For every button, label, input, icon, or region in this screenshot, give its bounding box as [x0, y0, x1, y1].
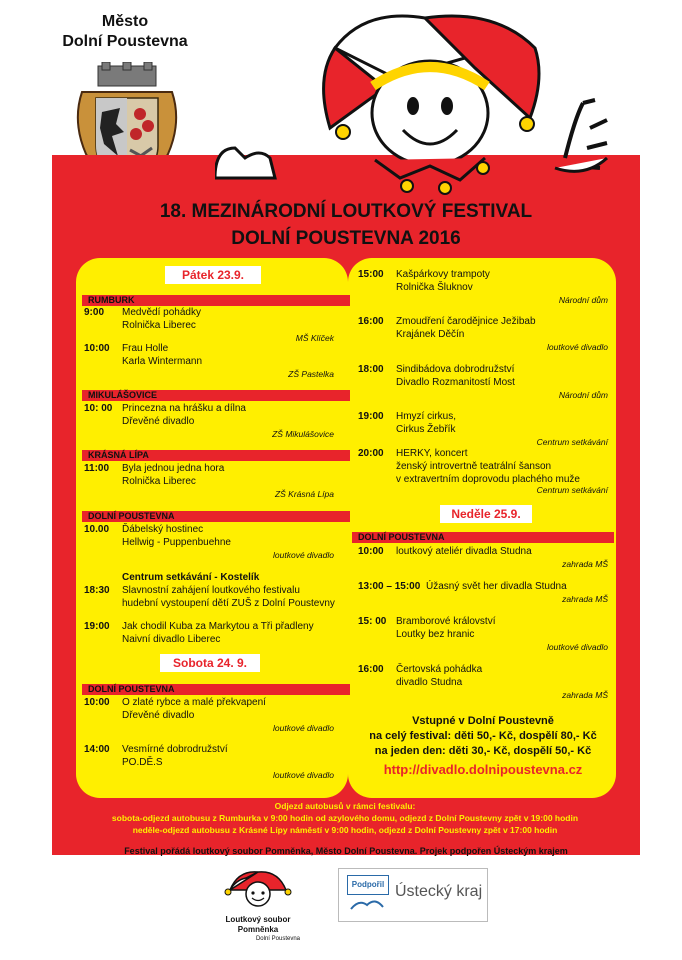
event-place: zahrada MŠ [562, 690, 608, 700]
event-title: Zmoudření čarodějnice Ježibab [396, 316, 536, 327]
event-time: 10.00 [84, 524, 110, 535]
event-place: ZŠ Mikulášovice [272, 429, 334, 439]
day-label-saturday: Sobota 24. 9. [160, 654, 260, 672]
event-place: ZŠ Krásná Lípa [274, 489, 334, 499]
center-heading: Centrum setkávání - Kostelík [122, 572, 260, 583]
event-item [84, 584, 344, 612]
region-map-icon [349, 895, 385, 913]
website-link[interactable]: http://divadlo.dolnipoustevna.cz [383, 762, 583, 777]
event-title: HERKY, koncert [396, 448, 468, 459]
event-place: loutkové divadlo [547, 342, 608, 352]
logo1-subtitle: Dolní Poustevna [255, 936, 300, 942]
event-performer: PO.DĚ.S [122, 757, 163, 768]
day-label-sunday: Neděle 25.9. [440, 505, 532, 523]
title-line2: DOLNÍ POUSTEVNA 2016 [231, 228, 461, 249]
event-performer: hudební vystoupení dětí ZUŠ z Dolní Poustevny [122, 598, 335, 609]
event-performer: Rolnička Šluknov [396, 282, 473, 293]
event-title: Byla jednou jedna hora [122, 463, 225, 474]
event-time: 11:00 [84, 463, 110, 474]
event-time: 9:00 [84, 307, 105, 318]
event-time: 20:00 [358, 448, 384, 459]
event-time: 18:00 [358, 364, 384, 375]
event-title: O zlaté rybce a malé překvapení [122, 697, 266, 708]
event-title: Jak chodil Kuba za Markytou a Tři přadleny [122, 621, 314, 632]
event-title: Ďábelský hostinec [122, 524, 204, 535]
admission-info [356, 714, 610, 759]
event-place: MŠ Klíček [295, 333, 334, 343]
event-title: Medvědí pohádky [122, 307, 201, 318]
event-title: Čertovská pohádka [396, 664, 483, 675]
region-name: Ústecký kraj [395, 883, 483, 900]
venue-header-dolni-poustevna: DOLNÍ POUSTEVNA [82, 684, 350, 695]
event-performer: Dřevěné divadlo [122, 416, 195, 427]
event-time: 15: 00 [358, 616, 387, 627]
event-item [358, 580, 608, 610]
event-item [358, 545, 608, 575]
event-title: Hmyzí cirkus, [396, 411, 456, 422]
event-title: Úžasný svět her divadla Studna [426, 581, 567, 592]
event-performer: Dřevěné divadlo [122, 710, 195, 721]
event-item [358, 268, 608, 308]
organizer-note: Festival pořádá loutkový soubor Pomněnka, Město Dolní Poustevna. Projek podpořen Ústeckým krajem [124, 846, 568, 856]
venue-header-mikulasovice: MIKULÁŠOVICE [82, 390, 350, 401]
town-name [40, 12, 210, 52]
event-title: Kašpárkovy trampoty [396, 269, 490, 280]
event-item [84, 696, 334, 736]
event-place: zahrada MŠ [562, 559, 608, 569]
title-line1: 18. MEZINÁRODNÍ LOUTKOVÝ FESTIVAL [159, 201, 533, 222]
event-title: loutkový ateliér divadla Studna [396, 546, 532, 557]
event-performer: divadlo Studna [396, 677, 463, 688]
event-place: Centrum setkávání [536, 485, 608, 495]
event-item [358, 315, 608, 355]
town-line1: Město [101, 13, 149, 30]
event-item [84, 523, 334, 563]
event-item [84, 620, 344, 648]
town-line2: Dolní Poustevna [62, 33, 188, 50]
event-performer: Rolnička Liberec [122, 320, 196, 331]
bus-heading: Odjezd autobusů v rámci festivalu: [274, 801, 416, 811]
day-label-friday: Pátek 23.9. [165, 266, 261, 284]
event-item [358, 447, 608, 499]
event-title: Sindibádova dobrodružství [396, 364, 515, 375]
event-time: 10:00 [84, 343, 110, 354]
event-performer: v extravertním doprovodu plachého muže [396, 474, 580, 485]
event-time: 16:00 [358, 664, 384, 675]
event-performer: Krajánek Děčín [396, 329, 465, 340]
event-item [358, 410, 608, 450]
event-performer: Karla Wintermann [122, 356, 203, 367]
event-place: ZŠ Pastelka [288, 369, 334, 379]
admission-full: na celý festival: děti 50,- Kč, dospělí 80,- Kč [369, 730, 597, 742]
pomnenka-logo [208, 866, 308, 942]
admission-heading: Vstupné v Dolní Poustevně [412, 715, 554, 727]
event-place: Centrum setkávání [536, 437, 608, 447]
venue-header-krasna-lipa: KRÁSNÁ LÍPA [82, 450, 350, 461]
event-time: 19:00 [358, 411, 384, 422]
bus-info [60, 800, 630, 836]
event-place: loutkové divadlo [273, 723, 334, 733]
event-time: 10:00 [358, 546, 384, 557]
event-title: Bramborové království [396, 616, 496, 627]
event-time: 18:30 [84, 585, 110, 596]
event-place: Národní dům [558, 295, 608, 305]
event-title: Slavnostní zahájení loutkového festivalu [122, 585, 300, 596]
bus-saturday: sobota-odjezd autobusu z Rumburka v 9:00 hodin od azylového domu, odjezd z Dolní Poustevny zpět v 19:00 hodin [111, 813, 579, 823]
podporil-badge: Podpořil [347, 875, 389, 895]
event-time: 13:00 – 15:00 [358, 581, 421, 592]
admission-day: na jeden den: děti 30,- Kč, dospělí 50,- Kč [374, 745, 592, 757]
event-time: 19:00 [84, 621, 110, 632]
event-item [84, 342, 334, 382]
event-time: 15:00 [358, 269, 384, 280]
logo1-title: Loutkový soubor Pomněnka [225, 915, 291, 934]
venue-header-rumburk: RUMBURK [82, 295, 350, 306]
festival-title [52, 198, 640, 252]
event-time: 10:00 [84, 697, 110, 708]
event-place: loutkové divadlo [273, 550, 334, 560]
bus-sunday: neděle-odjezd autobusu z Krásné Lípy náměstí v 9:00 hodin, odjezd z Dolní Poustevny zpět v 17:00 hodin [132, 825, 558, 835]
event-title: Princezna na hrášku a dílna [122, 403, 246, 414]
event-item [358, 363, 608, 403]
event-performer: Loutky bez hranic [396, 629, 475, 640]
event-time: 14:00 [84, 744, 110, 755]
event-place: loutkové divadlo [547, 642, 608, 652]
event-item [358, 615, 608, 655]
jester-mascot-icon [215, 8, 615, 198]
event-performer: Cirkus Žebřík [396, 424, 456, 435]
event-item [84, 306, 334, 346]
venue-header-dolni-poustevna: DOLNÍ POUSTEVNA [82, 511, 350, 522]
event-item [358, 663, 608, 703]
event-performer: Naivní divadlo Liberec [122, 634, 221, 645]
event-performer: ženský introvertně teatrální šanson [396, 461, 552, 472]
event-performer: Hellwig - Puppenbuehne [122, 537, 231, 548]
event-title: Vesmírné dobrodružství [122, 744, 228, 755]
event-time: 16:00 [358, 316, 384, 327]
event-time: 10: 00 [84, 403, 113, 414]
event-item [84, 462, 334, 502]
venue-header-dolni-poustevna: DOLNÍ POUSTEVNA [352, 532, 614, 543]
event-item [84, 402, 334, 442]
event-performer: Divadlo Rozmanitostí Most [396, 377, 515, 388]
jester-logo-icon [208, 866, 308, 910]
event-title: Frau Holle [122, 343, 169, 354]
event-performer: Rolnička Liberec [122, 476, 196, 487]
ustecky-kraj-logo [338, 868, 488, 922]
event-place: loutkové divadlo [273, 770, 334, 780]
event-place: zahrada MŠ [562, 594, 608, 604]
event-item [84, 743, 334, 783]
event-place: Národní dům [558, 390, 608, 400]
